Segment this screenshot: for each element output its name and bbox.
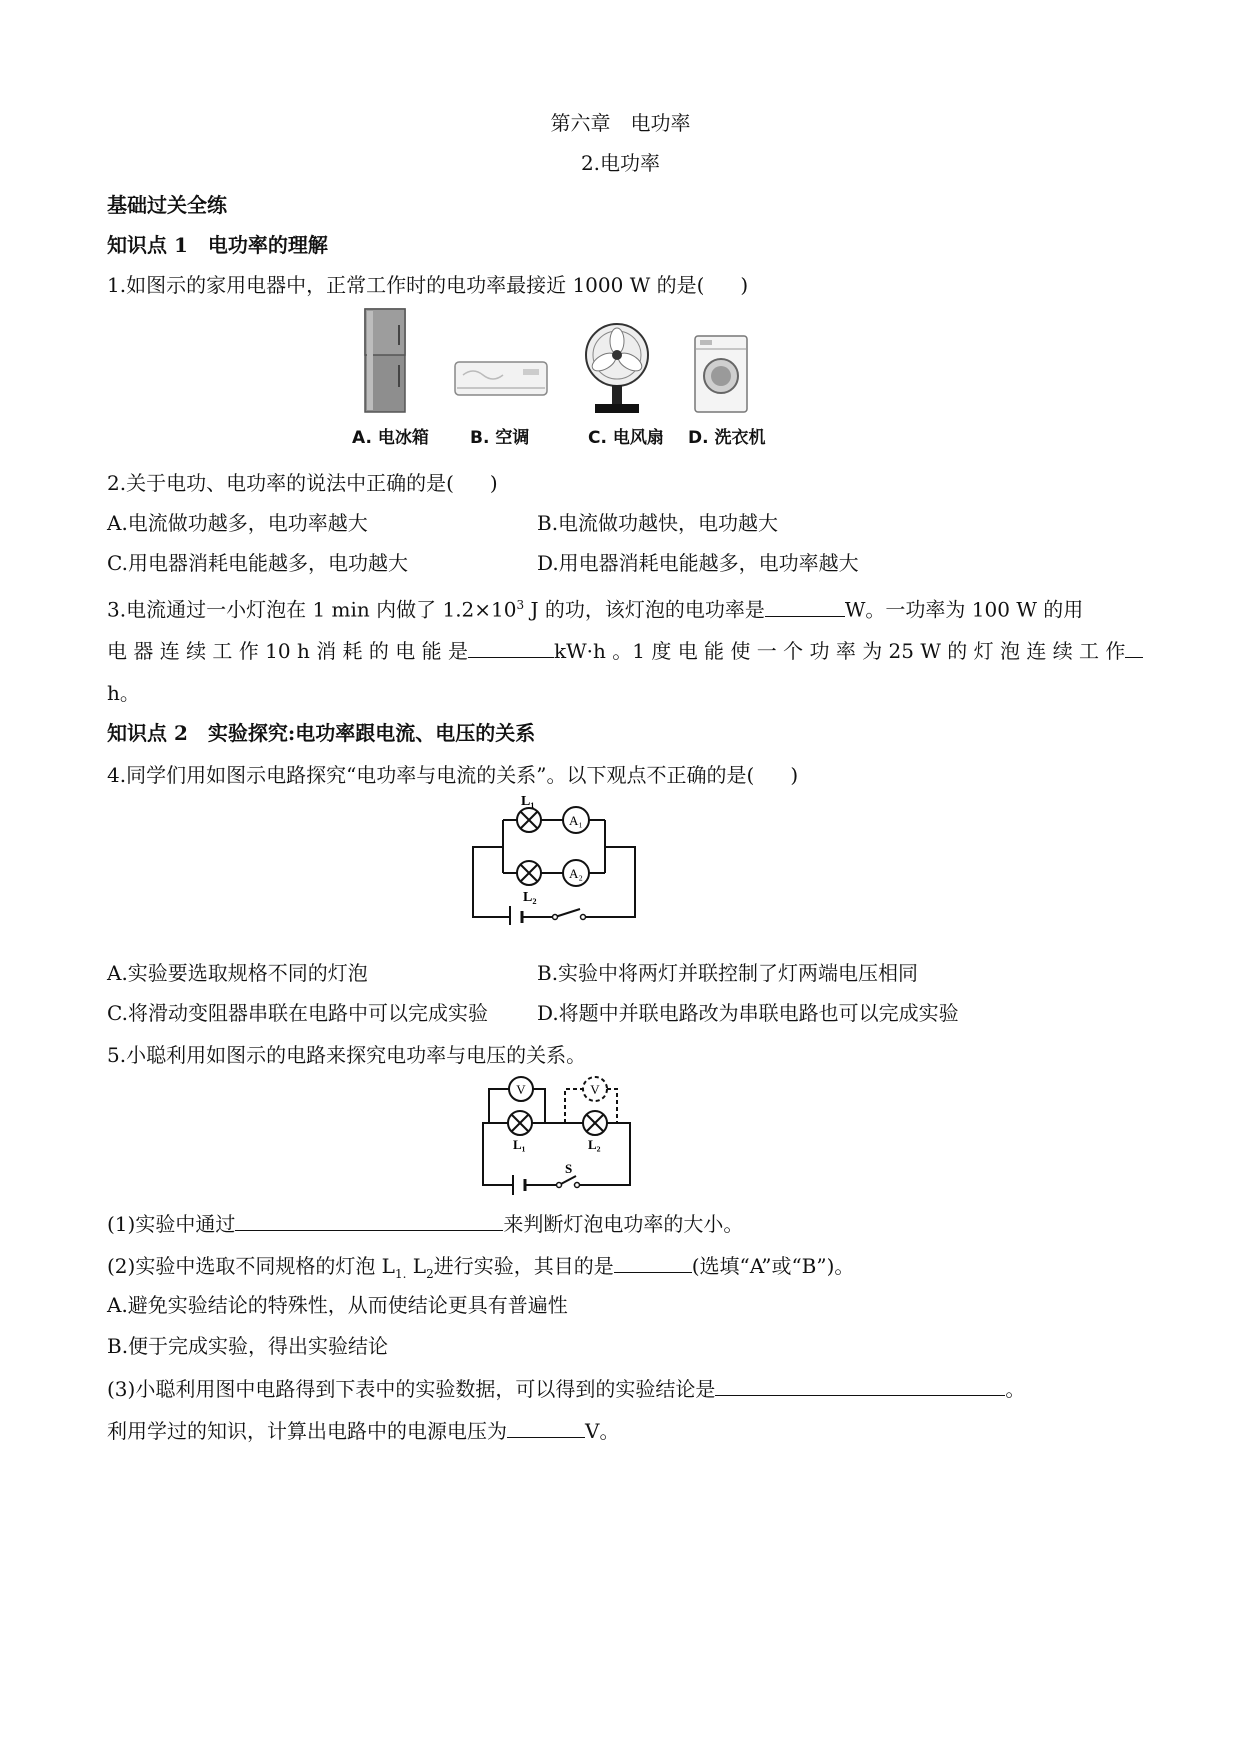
q5-circuit-diagram xyxy=(475,1075,640,1195)
q5-blank-voltage[interactable] xyxy=(507,1417,585,1438)
q1-label-a: A. 电冰箱 xyxy=(352,428,429,448)
q1-stem-text: 1.如图示的家用电器中，正常工作时的电功率最接近 1000 W 的是( xyxy=(107,273,705,297)
q5-blank-conclusion[interactable] xyxy=(715,1375,1005,1396)
knowledge-point-2: 知识点 2 实验探究:电功率跟电流、电压的关系 xyxy=(107,721,536,745)
q1-stem-close: ) xyxy=(740,273,749,297)
q4-stem xyxy=(107,762,798,788)
ammeter-a2-label: A₂ xyxy=(569,866,583,881)
q5-p2-text-c: 进行实验，其目的是 xyxy=(433,1254,614,1278)
washing-machine-icon xyxy=(695,336,747,412)
lamp-l2-label: L₂ xyxy=(523,890,537,905)
q2-option-a: A.电流做功越多，电功率越大 xyxy=(107,511,368,535)
q5-p1-text-a: (1)实验中通过 xyxy=(107,1212,236,1236)
q1-appliance-figure xyxy=(355,305,775,420)
q3-text-1a: 3.电流通过一小灯泡在 1 min 内做了 1.2×10 xyxy=(107,597,517,622)
q3-blank-energy[interactable] xyxy=(468,637,554,658)
q3-blank-hours[interactable] xyxy=(1125,637,1143,658)
q1-label-c: C. 电风扇 xyxy=(588,428,664,448)
q5-p3-line2-text-a: 利用学过的知识，计算出电路中的电源电压为 xyxy=(107,1419,507,1443)
q5-blank-judgement[interactable] xyxy=(235,1210,503,1231)
battery-symbol xyxy=(510,906,522,925)
voltmeter-label: V xyxy=(516,1082,526,1097)
q3-text-2a: 电 器 连 续 工 作 10 h 消 耗 的 电 能 是 xyxy=(107,639,468,663)
q3-text-1b: J 的功，该灯泡的电功率是 xyxy=(524,597,765,622)
q5-part-1 xyxy=(107,1210,743,1237)
q3-text-1c: W。一功率为 100 W 的用 xyxy=(844,597,1084,622)
q5-stem: 5.小聪利用如图示的电路来探究电功率与电压的关系。 xyxy=(107,1043,587,1067)
chapter-title: 第六章 电功率 xyxy=(550,111,691,135)
q5-p2-text-b: L xyxy=(406,1254,427,1278)
q2-option-b: B.电流做功越快，电功越大 xyxy=(537,511,779,535)
lamp-l1-symbol xyxy=(517,808,541,832)
q4-stem-close: ) xyxy=(790,763,799,787)
q5-option-a: A.避免实验结论的特殊性，从而使结论更具有普遍性 xyxy=(107,1293,568,1317)
ammeter-a1-symbol xyxy=(563,807,589,833)
lamp-l2-symbol xyxy=(583,1111,607,1135)
q4-option-b: B.实验中将两灯并联控制了灯两端电压相同 xyxy=(537,961,919,985)
q4-circuit-diagram xyxy=(465,795,645,925)
q5-part-3-line-2 xyxy=(107,1417,619,1444)
q4-option-d: D.将题中并联电路改为串联电路也可以完成实验 xyxy=(537,1001,959,1025)
q3-line-3: h。 xyxy=(107,681,140,705)
q5-p3-line2-text-b: V。 xyxy=(585,1419,620,1443)
q3-line-2 xyxy=(107,637,1143,664)
switch-contact xyxy=(581,915,586,920)
q2-option-d: D.用电器消耗电能越多，电功率越大 xyxy=(537,551,859,575)
q1-label-b: B. 空调 xyxy=(470,428,530,448)
q3-blank-power[interactable] xyxy=(765,596,845,617)
q2-stem xyxy=(107,470,498,496)
q5-p2-sub-2: 2 xyxy=(426,1267,434,1281)
optional-voltmeter-label: V xyxy=(590,1082,600,1097)
q5-p2-sub-1: 1. xyxy=(394,1267,407,1281)
q4-stem-text: 4.同学们用如图示电路探究“电功率与电流的关系”。以下观点不正确的是( xyxy=(107,763,755,787)
q5-p3-text-b: 。 xyxy=(1005,1377,1026,1401)
electric-fan-icon xyxy=(586,324,648,413)
switch-pivot xyxy=(557,1183,562,1188)
q5-p2-text-d: (选填“A”或“B”)。 xyxy=(691,1254,855,1278)
lamp-l1-symbol xyxy=(508,1111,532,1135)
ammeter-a1-label: A₁ xyxy=(569,813,583,828)
switch-label: S xyxy=(565,1161,573,1176)
practice-heading: 基础过关全练 xyxy=(107,193,227,217)
optional-voltmeter-symbol xyxy=(583,1077,607,1101)
air-conditioner-icon xyxy=(455,362,547,395)
q1-label-d: D. 洗衣机 xyxy=(688,428,766,448)
ammeter-a2-symbol xyxy=(563,860,589,886)
section-title: 2.电功率 xyxy=(580,151,661,175)
lamp-l1-label: L₁ xyxy=(521,795,535,809)
q4-option-c: C.将滑动变阻器串联在电路中可以完成实验 xyxy=(107,1001,488,1025)
q5-part-2 xyxy=(107,1252,854,1287)
lamp-l2-label: L₂ xyxy=(588,1137,601,1152)
q5-part-3 xyxy=(107,1375,1025,1402)
knowledge-point-1: 知识点 1 电功率的理解 xyxy=(107,233,328,257)
q5-option-b: B.便于完成实验，得出实验结论 xyxy=(107,1334,389,1358)
lamp-l1-label: L₁ xyxy=(513,1137,526,1152)
q5-blank-purpose[interactable] xyxy=(614,1252,692,1273)
q2-stem-close: ) xyxy=(489,471,498,495)
battery-symbol xyxy=(513,1175,525,1195)
refrigerator-icon xyxy=(365,309,405,412)
q3-text-2b: kW·h 。1 度 电 能 使 一 个 功 率 为 25 W 的 灯 泡 连 续 工 作 xyxy=(553,639,1126,663)
switch-contact xyxy=(575,1183,580,1188)
q5-p3-text-a: (3)小聪利用图中电路得到下表中的实验数据，可以得到的实验结论是 xyxy=(107,1377,716,1401)
q5-p1-text-b: 来判断灯泡电功率的大小。 xyxy=(503,1212,744,1236)
voltmeter-symbol xyxy=(509,1077,533,1101)
switch-pivot xyxy=(553,915,558,920)
lamp-l2-symbol xyxy=(517,861,541,885)
q2-stem-text: 2.关于电功、电功率的说法中正确的是( xyxy=(107,471,454,495)
q4-option-a: A.实验要选取规格不同的灯泡 xyxy=(107,961,368,985)
q2-option-c: C.用电器消耗电能越多，电功越大 xyxy=(107,551,408,575)
q5-p2-text-a: (2)实验中选取不同规格的灯泡 L xyxy=(107,1254,395,1278)
q3-line-1 xyxy=(107,592,1083,623)
q1-stem xyxy=(107,272,748,298)
q3-exponent: 3 xyxy=(516,598,525,612)
